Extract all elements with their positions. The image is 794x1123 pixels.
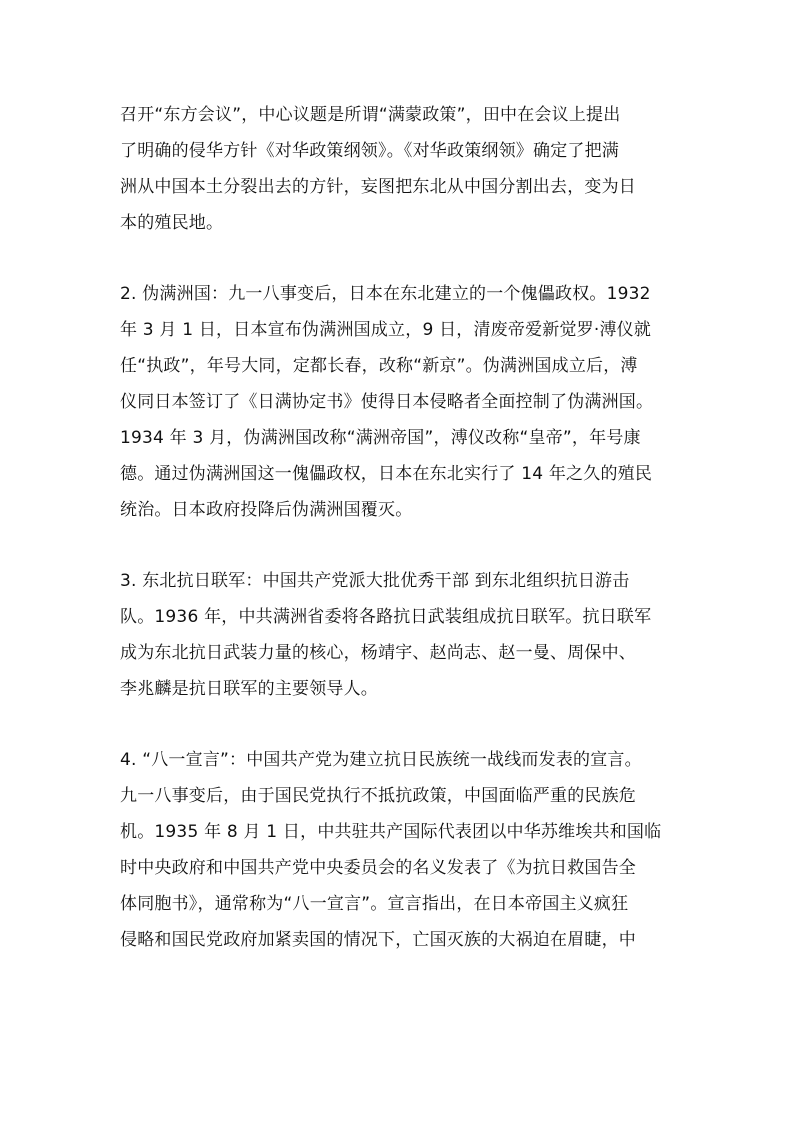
text-line: 德。通过伪满洲国这一傀儡政权，日本在东北实行了 14 年之久的殖民	[120, 464, 653, 484]
text-line: 2. 伪满洲国：九一八事变后，日本在东北建立的一个傀儡政权。1932	[120, 284, 651, 304]
text-line: 了明确的侵华方针《对华政策纲领》。《对华政策纲领》确定了把满	[120, 141, 619, 161]
paragraph-gap	[120, 528, 676, 563]
paragraph-anti-japanese-army	[120, 563, 676, 707]
paragraph-tokyo-conference	[120, 97, 676, 241]
text-line: 九一八事变后，由于国民党执行不抵抗政策，中国面临严重的民族危	[120, 786, 636, 806]
text-line: 任“执政”，年号大同，定都长春，改称“新京”。伪满洲国成立后，溥	[120, 356, 638, 376]
text-line: 召开“东方会议”，中心议题是所谓“满蒙政策”，田中在会议上提出	[120, 105, 621, 125]
text-line: 李兆麟是抗日联军的主要领导人。	[120, 679, 378, 699]
text-line: 统治。日本政府投降后伪满洲国覆灭。	[120, 500, 413, 520]
paragraph-august-first-declaration	[120, 742, 676, 958]
text-line: 3. 东北抗日联军：中国共产党派大批优秀干部 到东北组织抗日游击	[120, 571, 630, 591]
text-line: 机。1935 年 8 月 1 日，中共驻共产国际代表团以中华苏维埃共和国临	[120, 822, 662, 842]
text-line: 成为东北抗日武装力量的核心，杨靖宇、赵尚志、赵一曼、周保中、	[120, 643, 636, 663]
text-line: 队。1936 年，中共满洲省委将各路抗日武装组成抗日联军。抗日联军	[120, 607, 652, 627]
paragraph-manchukuo	[120, 276, 676, 528]
text-line: 洲从中国本土分裂出去的方针，妄图把东北从中国分割出去，变为日	[120, 177, 636, 197]
paragraph-gap	[120, 707, 676, 742]
paragraph-gap	[120, 241, 676, 276]
text-line: 1934 年 3 月，伪满洲国改称“满洲帝国”，溥仪改称“皇帝”，年号康	[120, 428, 641, 448]
text-line: 侵略和国民党政府加紧卖国的情况下，亡国灭族的大祸迫在眉睫，中	[120, 930, 636, 950]
document-body	[120, 97, 676, 958]
text-line: 体同胞书》，通常称为“八一宣言”。宣言指出，在日本帝国主义疯狂	[120, 894, 629, 914]
text-line: 时中央政府和中国共产党中央委员会的名义发表了《为抗日救国告全	[120, 858, 636, 878]
text-line: 本的殖民地。	[120, 213, 224, 233]
text-line: 仪同日本签订了《日满协定书》使得日本侵略者全面控制了伪满洲国。	[120, 392, 654, 412]
text-line: 4. “八一宣言”：中国共产党为建立抗日民族统一战线而发表的宣言。	[120, 750, 642, 770]
text-line: 年 3 月 1 日，日本宣布伪满洲国成立，9 日，清废帝爱新觉罗·溥仪就	[120, 320, 652, 340]
